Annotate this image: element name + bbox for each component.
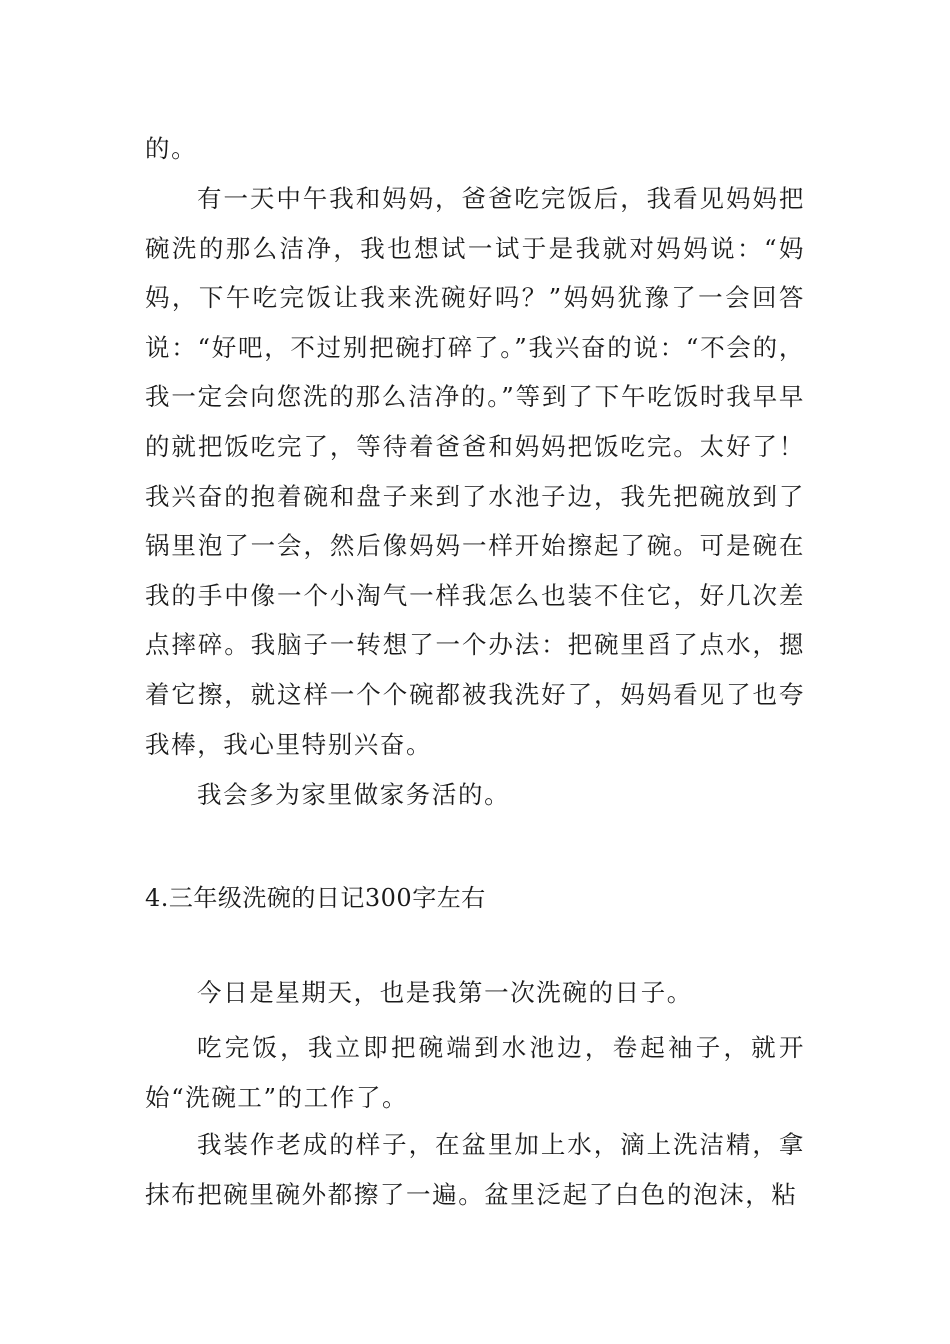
section-heading: 4.三年级洗碗的日记300字左右 [145, 884, 486, 912]
paragraph-sunday: 今日是星期天，也是我第一次洗碗的日子。 [197, 978, 693, 1007]
paragraph-after-meal: 吃完饭，我立即把碗端到水池边，卷起袖子，就开始“洗碗工”的工作了。 [145, 1033, 805, 1112]
paragraph-continuation: 的。 [145, 134, 198, 163]
paragraph-dishwashing-story: 有一天中午我和妈妈，爸爸吃完饭后，我看见妈妈把碗洗的那么洁净，我也想试一试于是我就对妈妈说：“妈妈，下午吃完饭让我来洗碗好吗？”妈妈犹豫了一会回答说：“好吧，不过别把碗打碎了。”我兴奋的说：“不会的，我一定会向您洗的那么洁净的。”等到了下午吃饭时我早早的就把饭吃完了，等待着爸爸和妈妈把饭吃完。太好了！我兴奋的抱着碗和盘子来到了水池子边，我先把碗放到了锅里泡了一会，然后像妈妈一样开始擦起了碗。可是碗在我的手中像一个小淘气一样我怎么也装不住它，好几次差点摔碎。我脑子一转想了一个办法：把碗里舀了点水，摁着它擦，就这样一个个碗都被我洗好了，妈妈看见了也夸我棒，我心里特别兴奋。 [145, 184, 805, 759]
paragraph-closing: 我会多为家里做家务活的。 [197, 780, 511, 809]
paragraph-washing: 我装作老成的样子，在盆里加上水，滴上洗洁精，拿抹布把碗里碗外都擦了一遍。盆里泛起了白色的泡沫，粘 [145, 1130, 805, 1209]
